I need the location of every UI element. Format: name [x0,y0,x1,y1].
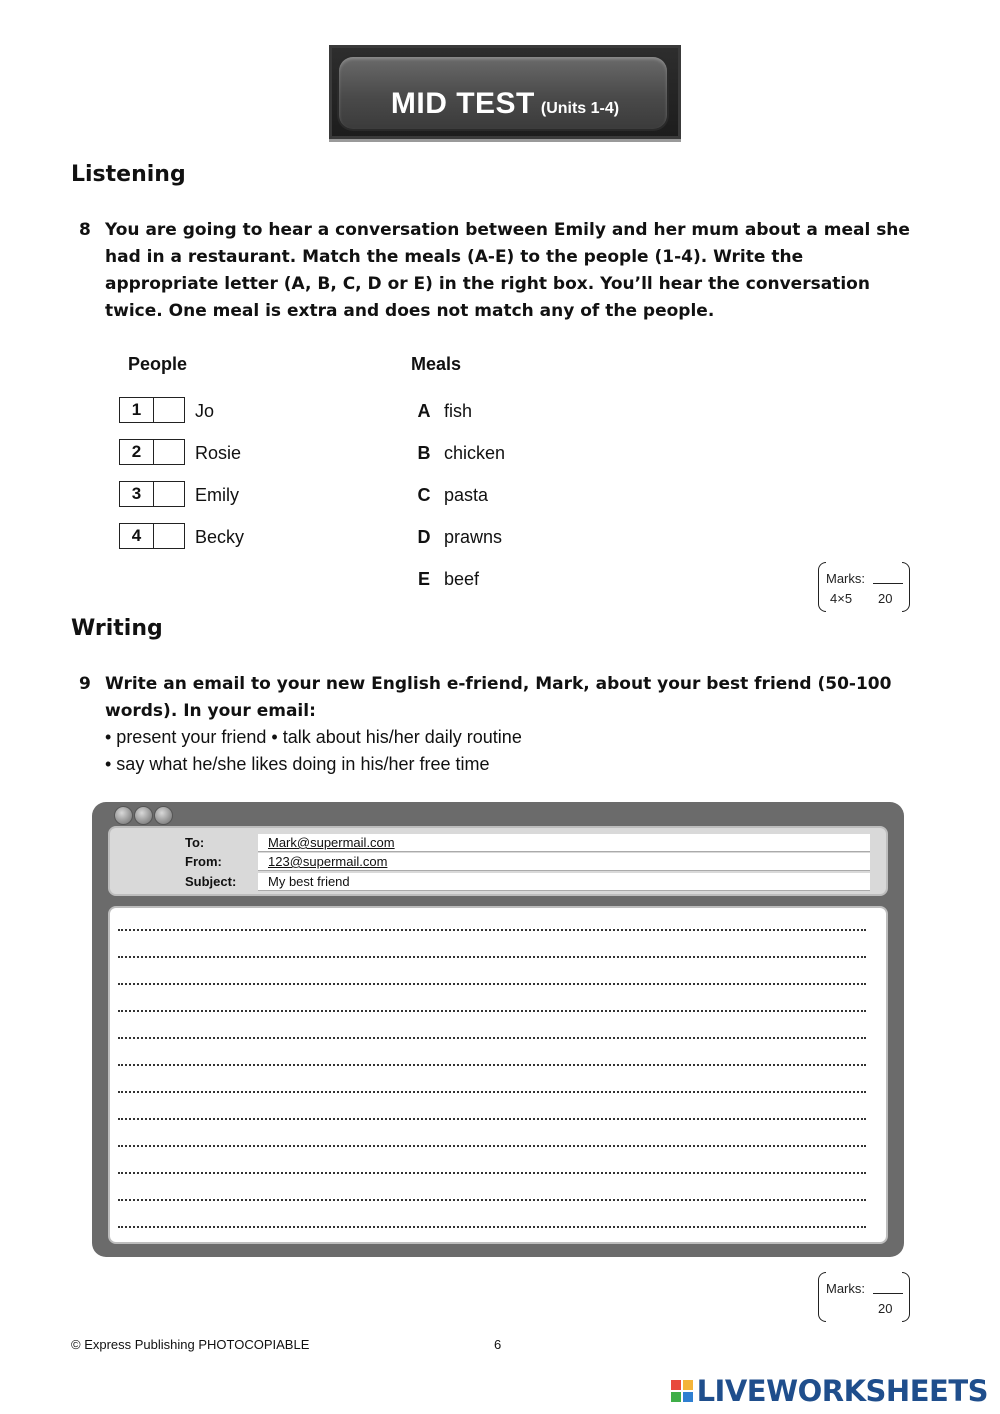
writing-line[interactable] [118,1118,866,1120]
window-dot-icon [154,806,173,825]
marks-label: Marks: [826,571,865,586]
task-8-number: 8 [79,220,91,240]
writing-line[interactable] [118,956,866,958]
task-9-bullet: • present your friend • talk about his/her daily routine [105,727,522,747]
title-main: MID TEST [390,87,535,120]
liveworksheets-wordmark: LIVEWORKSHEETS [696,1374,988,1408]
marks-total: 20 [878,1301,893,1316]
page-number: 6 [494,1337,502,1352]
email-body-writing-area[interactable] [108,906,888,1244]
person-number: 1 [120,398,154,422]
test-title [329,89,681,124]
task-9-bullet: • say what he/she likes doing in his/her free time [105,754,490,774]
title-units: (Units 1-4) [540,100,620,117]
footer-copyright: © Express Publishing PHOTOCOPIABLE [71,1337,310,1352]
listening-heading: Listening [71,162,186,187]
marks-box-listening [818,562,910,612]
from-label: From: [185,854,222,869]
task-9-number: 9 [79,674,91,694]
marks-total: 20 [878,591,893,606]
meal-name: pasta [444,485,489,505]
writing-line[interactable] [118,983,866,985]
meal-name: prawns [444,527,503,547]
meal-letter: C [417,485,431,505]
answer-slot[interactable] [154,482,184,506]
meal-letter: D [417,527,431,547]
answer-box-3[interactable] [119,481,185,507]
writing-line[interactable] [118,1037,866,1039]
person-name: Jo [195,401,215,421]
subject-value: My best friend [268,874,350,889]
answer-slot[interactable] [154,440,184,464]
writing-line[interactable] [118,1010,866,1012]
person-number: 3 [120,482,154,506]
answer-box-4[interactable] [119,523,185,549]
writing-line[interactable] [118,1172,866,1174]
person-name: Rosie [195,443,242,463]
email-window [92,802,904,1257]
writing-line[interactable] [118,1145,866,1147]
person-name: Emily [195,485,239,505]
meal-letter: A [417,401,431,421]
task-8-instructions: You are going to hear a conversation between Emily and her mum about a meal she had in a restaurant. Match the meals (A-E) to the people (1-4). Write the appropriate letter (A, B, C, D or E) in the right box. You’ll hear the conversation twice. One meal is extra and does not match any of the people. [105,220,910,321]
to-label: To: [185,835,205,850]
from-field [258,853,870,871]
writing-line[interactable] [118,929,866,931]
person-number: 2 [120,440,154,464]
subject-field [258,873,870,891]
subject-label: Subject: [185,874,237,889]
person-number: 4 [120,524,154,548]
people-heading: People [128,354,188,374]
person-name: Becky [195,527,245,547]
writing-line[interactable] [118,1199,866,1201]
to-field [258,834,870,852]
answer-box-1[interactable] [119,397,185,423]
title-banner [329,45,681,142]
writing-line[interactable] [118,1064,866,1066]
liveworksheets-grid-icon [671,1380,693,1402]
meal-letter: B [417,443,431,463]
answer-slot[interactable] [154,398,184,422]
writing-line[interactable] [118,1091,866,1093]
marks-label: Marks: [826,1281,865,1296]
answer-slot[interactable] [154,524,184,548]
meal-name: beef [444,569,480,589]
liveworksheets-logo [671,1374,988,1408]
writing-line[interactable] [118,1226,866,1228]
marks-multiplier: 4×5 [830,591,853,606]
meal-letter: E [417,569,430,589]
meal-name: chicken [444,443,506,463]
email-header [108,826,888,896]
to-value: Mark@supermail.com [268,835,395,850]
answer-box-2[interactable] [119,439,185,465]
marks-box-writing [818,1272,910,1322]
window-dot-icon [134,806,153,825]
meal-name: fish [444,401,473,421]
writing-heading: Writing [71,616,163,641]
meals-heading: Meals [411,354,462,374]
from-value: 123@supermail.com [268,854,388,869]
task-9-instructions: Write an email to your new English e-friend, Mark, about your best friend (50-100 words). In your email: [105,674,892,721]
window-dot-icon [114,806,133,825]
